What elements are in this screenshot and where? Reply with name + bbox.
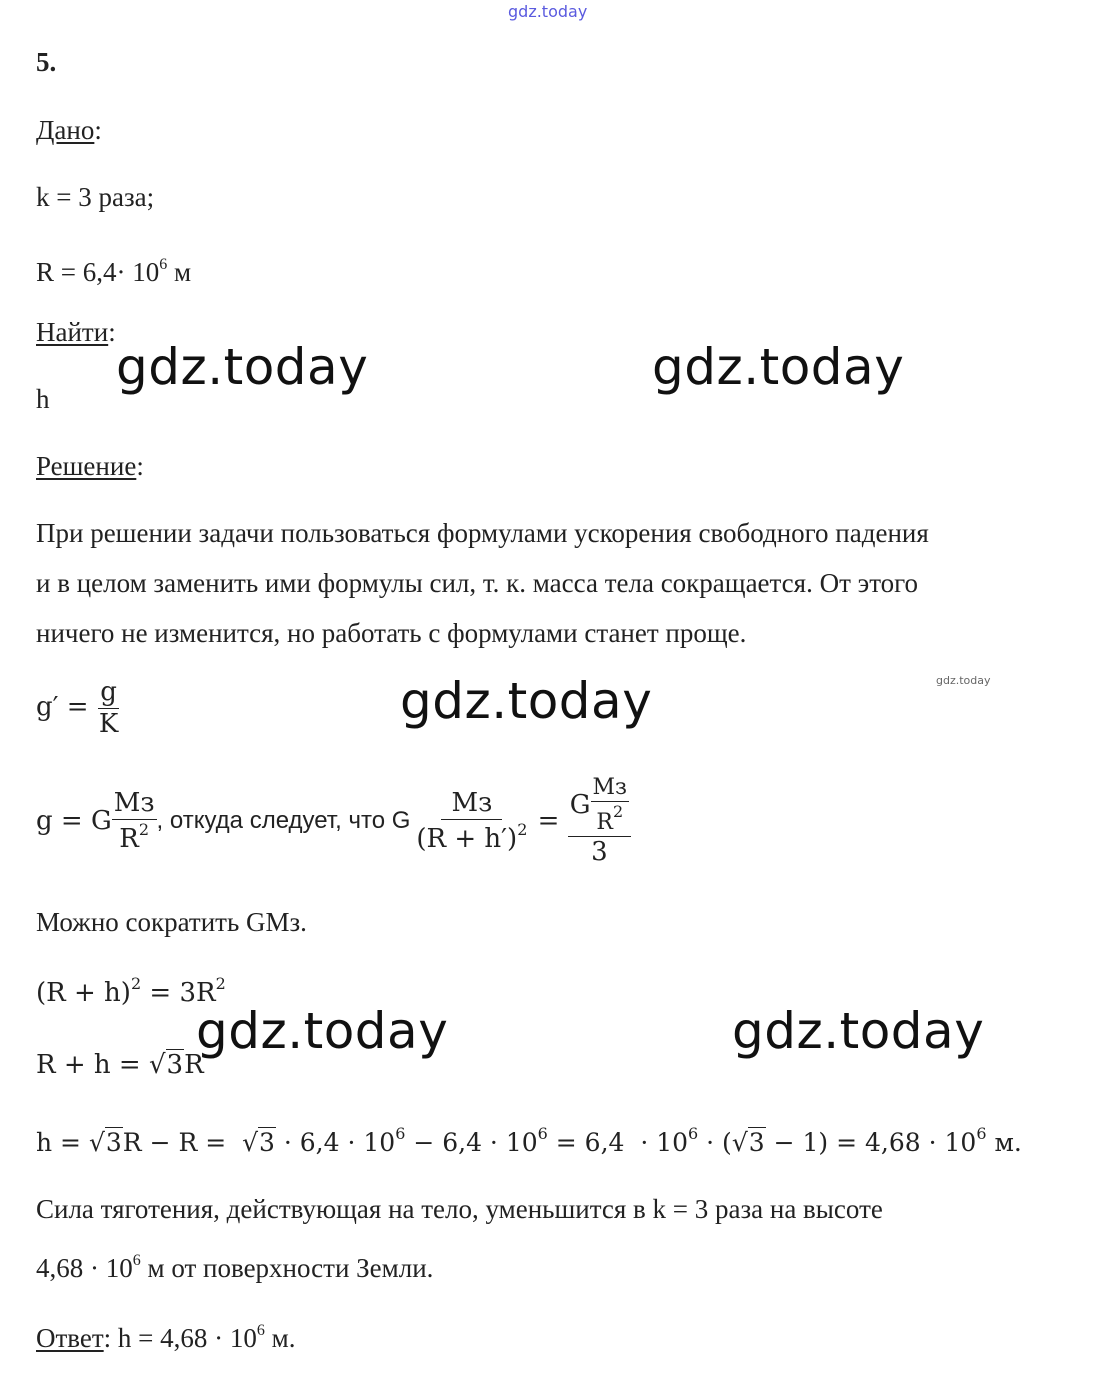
sqrt: √3 [88,1128,122,1157]
cancel-text: Можно сократить GMз. [36,907,307,937]
given-label: Дано [36,115,95,145]
radicand: 3 [748,1128,765,1157]
eq3-rhs: = 3R [141,978,216,1008]
den-base: (R + h′) [416,823,518,854]
problem-number: 5. [36,47,57,77]
watermark: gdz.today [732,1002,985,1060]
eq5-b: R − R = [122,1128,243,1157]
fraction-denominator [414,820,529,854]
sqrt: √3 [242,1128,275,1157]
eq5-d-exp: 6 [537,1124,548,1143]
fraction-denominator [594,802,625,835]
fraction-numerator: Mз [591,776,630,802]
fraction [591,776,630,835]
watermark: gdz.today [196,1002,449,1060]
den-exp: 2 [612,802,624,822]
given-k: k = 3 раза; [36,182,155,212]
num-G: G [569,790,591,821]
given-R-exponent: 6 [159,256,168,273]
fraction [414,789,529,853]
eq1-lhs: g′ = [36,692,97,723]
fraction-numerator [568,776,631,837]
fraction-denominator [117,820,151,854]
watermark-top: gdz.today [508,2,588,21]
den-exp: 2 [517,819,528,839]
eq5-e: = 6,4 · 10 [547,1128,689,1157]
eq4-lhs: R + h = [36,1050,149,1080]
watermark: gdz.today [652,338,905,396]
fraction-numerator: Mз [113,788,155,819]
sqrt: √3 [731,1128,765,1157]
conclusion-value: 4,68 · 10 [36,1253,133,1283]
fraction-numerator: g [100,677,117,707]
given-R-value: R = 6,4· 10 [36,257,160,287]
eq5-c: · 6,4 · 10 [275,1128,396,1157]
den-base: R [596,810,613,836]
answer [36,1315,296,1354]
eq5-a: h = [36,1128,89,1157]
find-label: Найти [36,317,109,347]
eq2-lhs: g = G [36,806,112,837]
eq5-d: − 6,4 · 10 [405,1128,538,1157]
watermark-small: gdz.today [936,674,991,687]
den-base: R [119,823,139,854]
fraction-denominator: K [98,708,119,739]
eq2-equals: = [529,806,568,837]
fraction-compound [568,776,631,867]
conclusion-suffix: м от поверхности Земли. [140,1253,434,1283]
find-heading: Найти: [36,317,116,347]
given-heading: Дано: [36,115,102,145]
eq2-text: , откуда следует, что G [156,807,411,835]
answer-suffix: м. [264,1323,296,1353]
given-R-unit: м [167,257,192,287]
find-var: h [36,384,50,414]
eq5-c-exp: 6 [395,1124,406,1143]
answer-exp: 6 [256,1322,265,1339]
sqrt: √3 [148,1050,184,1080]
radicand: 3 [105,1128,122,1157]
answer-value: : h = 4,68 · 10 [103,1323,257,1353]
eq5-g: − 1) = 4,68 · 10 [765,1128,977,1157]
equation-g-prime [36,678,120,738]
den-exp: 2 [138,819,150,839]
eq4-tail: R [184,1050,204,1080]
fraction-numerator: Mз [441,789,502,820]
watermark: gdz.today [400,672,653,730]
given-R [36,249,191,288]
paragraph-line: При решении задачи пользоваться формулами ускорения свободного падения [36,518,929,548]
fraction [97,678,120,738]
equation-h [36,1124,1022,1157]
eq5-e-exp: 6 [688,1124,699,1143]
conclusion-line: Сила тяготения, действующая на тело, уменьшится в k = 3 раза на высоте [36,1194,883,1224]
fraction-denominator: 3 [591,837,608,868]
equation-squared [36,974,226,1008]
eq3-lhs-exp: 2 [130,974,142,993]
eq3-lhs: (R + h) [36,978,131,1008]
equation-root [36,1050,204,1080]
eq5-f: · ( [698,1128,732,1157]
radicand: 3 [166,1050,184,1080]
paragraph-line: ничего не изменится, но работать с формулами станет проще. [36,618,747,648]
eq5-h: м. [986,1128,1022,1157]
watermark: gdz.today [116,338,369,396]
solution-heading: Решение: [36,451,144,481]
radicand: 3 [259,1128,275,1157]
answer-label: Ответ [36,1323,104,1353]
fraction [112,789,157,853]
paragraph-line: и в целом заменить ими формулы сил, т. к. масса тела сокращается. От этого [36,568,919,598]
solution-label: Решение [36,451,137,481]
conclusion-exp: 6 [132,1252,141,1269]
eq5-g-exp: 6 [976,1124,987,1143]
equation-g [36,776,631,867]
eq3-rhs-exp: 2 [215,974,226,993]
conclusion-line [36,1245,433,1284]
